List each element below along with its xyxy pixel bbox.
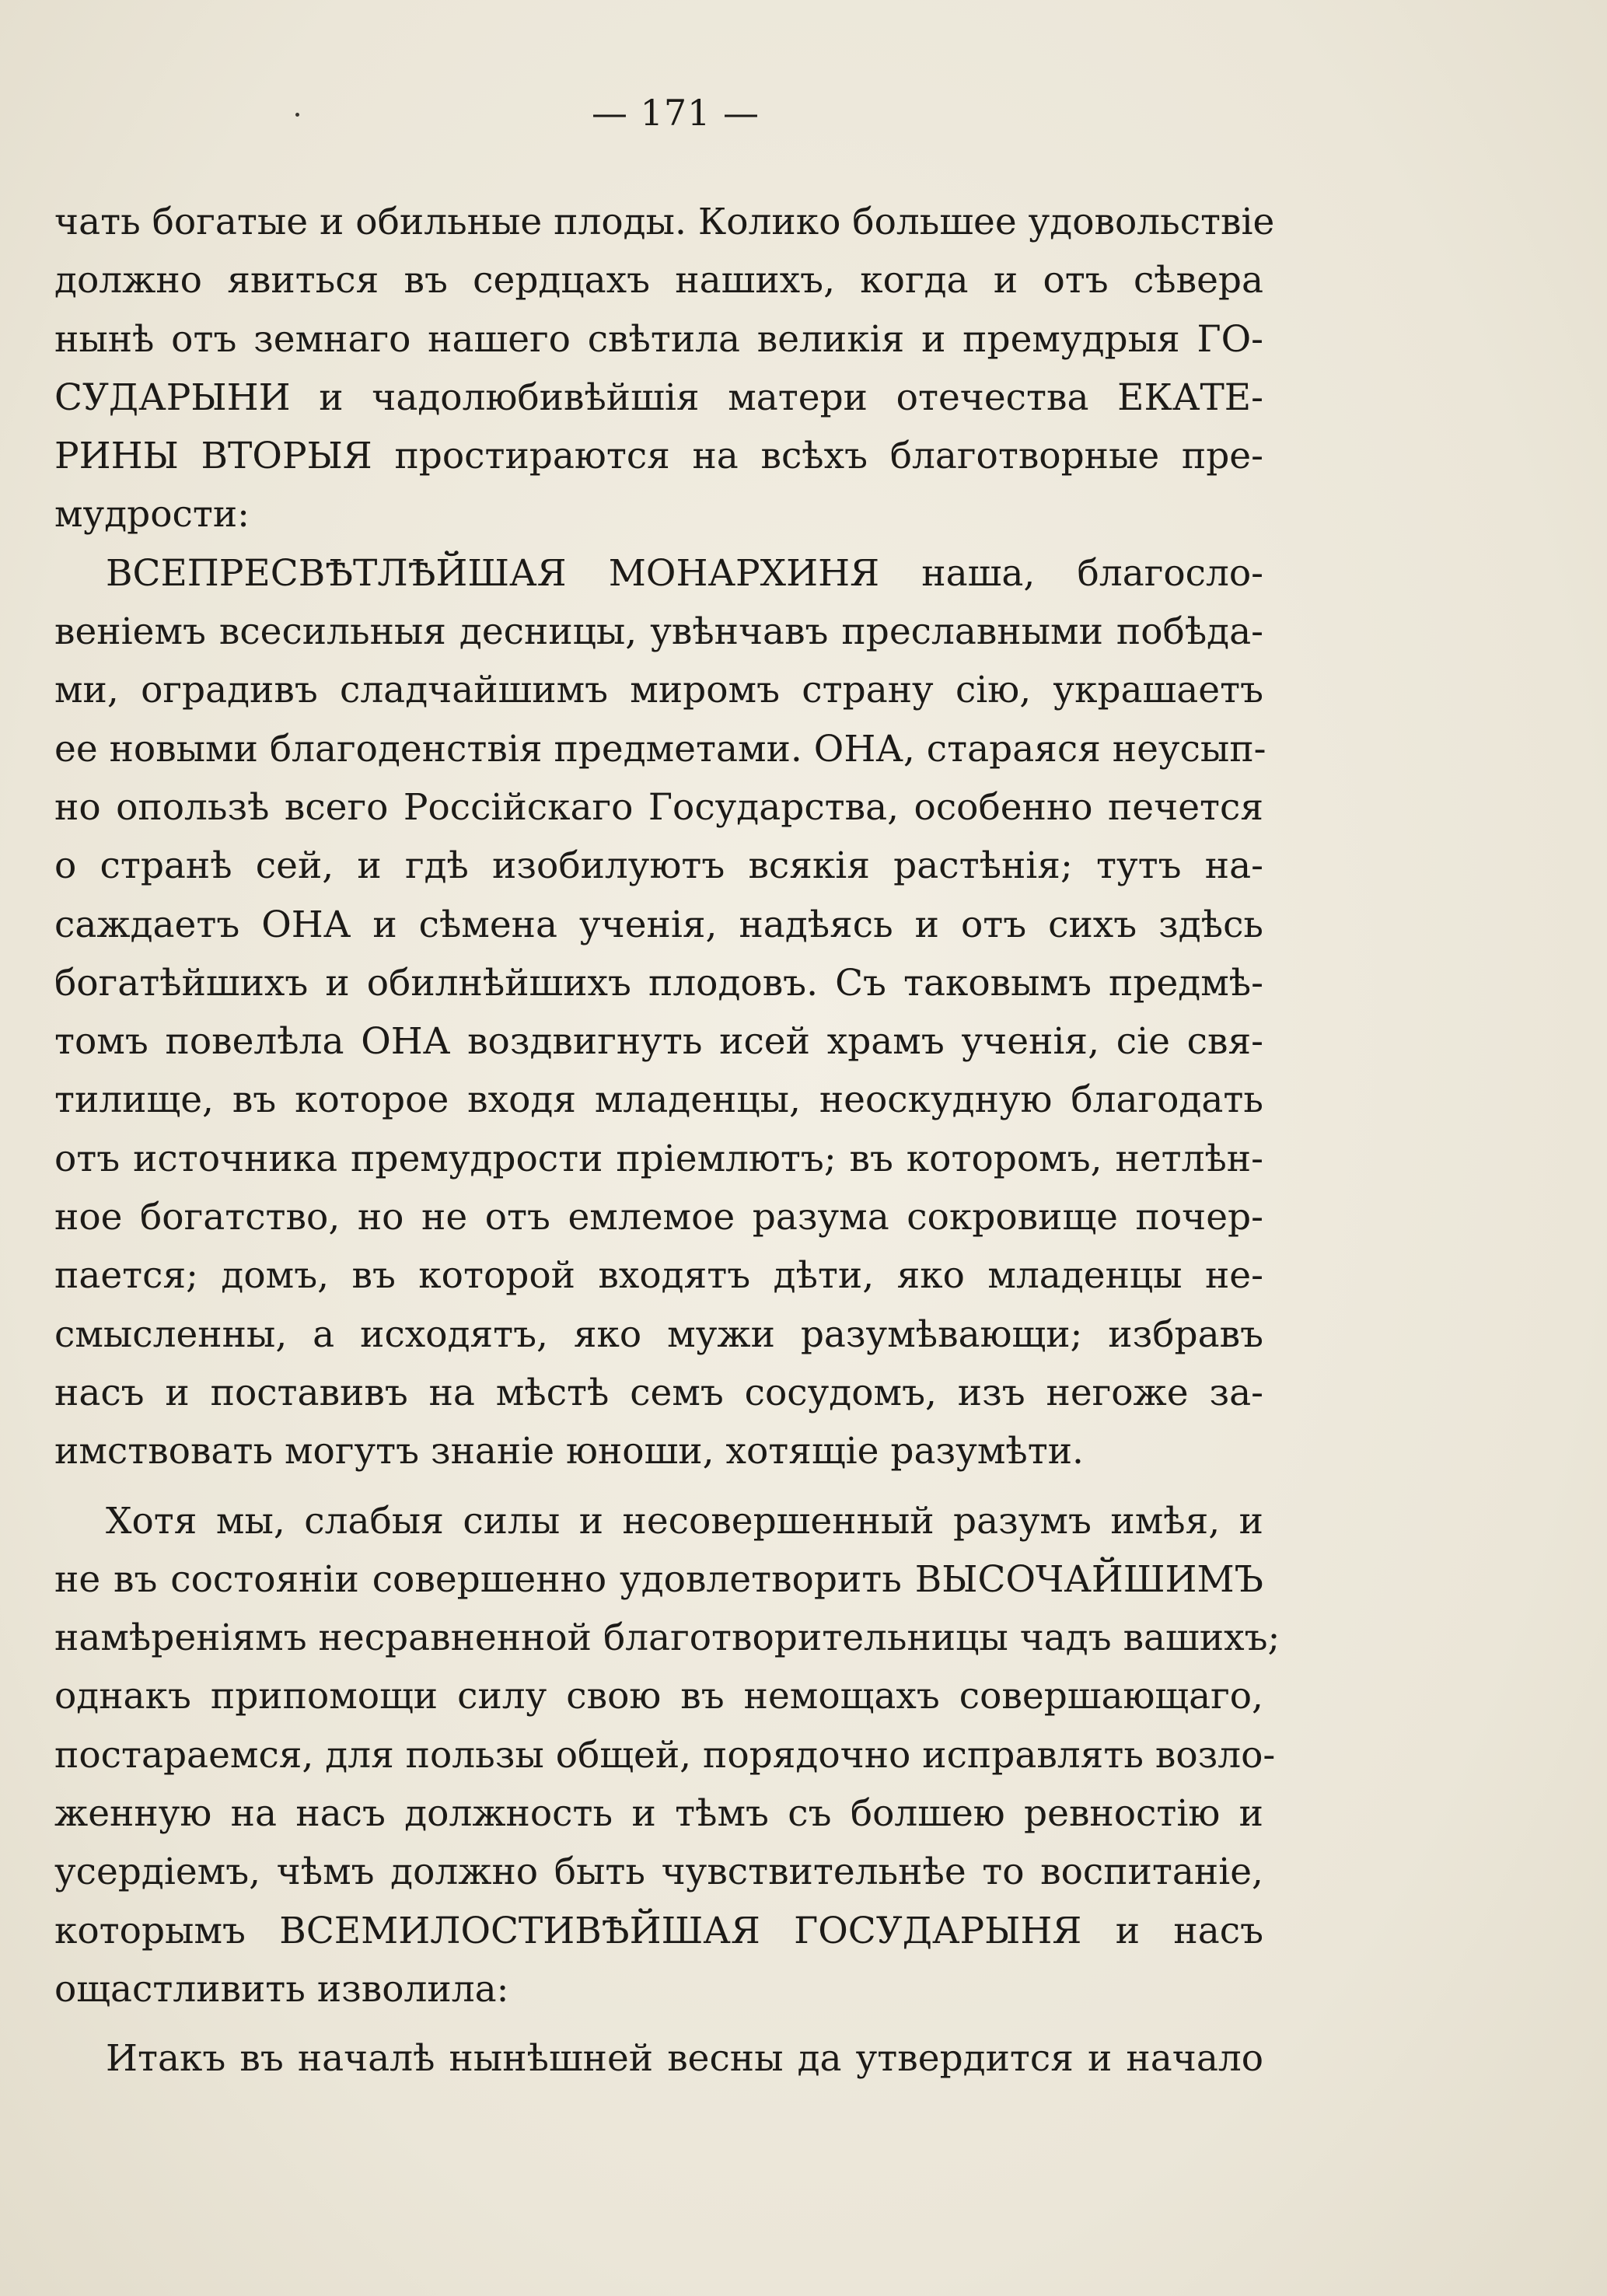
text-line: чать богатые и обильные плоды. Колико большее удовольствіе	[54, 201, 1275, 243]
text-line: усердіемъ, чѣмъ должно быть чувствительнѣе то воспитаніе,	[54, 1850, 1263, 1894]
text-line: РИНЫ ВТОРЫЯ простираются на всѣхъ благотворные пре-	[54, 435, 1263, 478]
text-line: томъ повелѣла ОНА воздвигнуть исей храмъ ученія, сіе свя-	[54, 1020, 1263, 1064]
text-line: ВСЕПРЕСВѢТЛѢЙШАЯ МОНАРХИНЯ наша, благосло-	[106, 551, 1263, 595]
text-line: намѣреніямъ несравненной благотворительницы чадъ вашихъ;	[54, 1616, 1280, 1660]
text-line: о странѣ сей, и гдѣ изобилуютъ всякія растѣнія; тутъ на-	[54, 844, 1263, 888]
text-line: нынѣ отъ земнаго нашего свѣтила великія и премудрыя ГО-	[54, 317, 1263, 361]
paragraph-1	[54, 193, 1275, 544]
text-line: Хотя мы, слабыя силы и несовершенный разумъ имѣя, и	[106, 1499, 1263, 1543]
text-line: богатѣйшихъ и обилнѣйшихъ плодовъ. Съ таковымъ предмѣ-	[54, 961, 1263, 1005]
text-line: ми, оградивъ сладчайшимъ миромъ страну сію, украшаетъ	[54, 669, 1263, 712]
text-line: но опользѣ всего Россійскаго Государства, особенно печется	[54, 785, 1263, 829]
body-text	[54, 193, 1280, 2088]
text-line: не въ состояніи совершенно удовлетворить ВЫСОЧАЙШИМЪ	[54, 1557, 1263, 1601]
text-line: веніемъ всесильныя десницы, увѣнчавъ преславными побѣда-	[54, 610, 1263, 654]
paragraph-4	[54, 2029, 1263, 2088]
text-line: Итакъ въ началѣ нынѣшней весны да утвердится и начало	[106, 2037, 1263, 2081]
text-line: должно явиться въ сердцахъ нашихъ, когда и отъ сѣвера	[54, 259, 1263, 302]
text-line: постараемся, для пользы общей, порядочно исправлять возло-	[54, 1733, 1276, 1777]
text-line: женную на насъ должность и тѣмъ съ болшею ревностію и	[54, 1792, 1263, 1836]
text-line: имствовать могутъ знаніе юноши, хотящіе разумѣти.	[54, 1430, 1084, 1473]
text-line: тилище, въ которое входя младенцы, неоскудную благодать	[54, 1078, 1263, 1122]
paragraph-2	[54, 544, 1266, 1481]
text-line: мудрости:	[54, 493, 250, 536]
paragraph-gap	[54, 2018, 1263, 2029]
page-number: — 171 —	[591, 92, 760, 134]
text-line: саждаетъ ОНА и сѣмена ученія, надѣясь и отъ сихъ здѣсь	[54, 903, 1263, 946]
paragraph-3	[54, 1492, 1280, 2019]
text-line: ощастливить изволила:	[54, 1967, 509, 2011]
text-line: которымъ ВСЕМИЛОСТИВѢЙШАЯ ГОСУДАРЫНЯ и насъ	[54, 1909, 1263, 1952]
text-line: смысленны, а исходятъ, яко мужи разумѣвающи; избравъ	[54, 1312, 1263, 1356]
text-line: однакъ припомощи силу свою въ немощахъ совершающаго,	[54, 1675, 1263, 1718]
text-line: пается; домъ, въ которой входятъ дѣти, яко младенцы не-	[54, 1254, 1263, 1298]
text-line: ное богатство, но не отъ емлемое разума сокровище почер-	[54, 1196, 1263, 1239]
text-line: ее новыми благоденствія предметами. ОНА, стараяся неусып-	[54, 727, 1266, 771]
text-line: отъ источника премудрости пріемлютъ; въ которомъ, нетлѣн-	[54, 1137, 1263, 1180]
text-line: СУДАРЫНИ и чадолюбивѣйшія матери отечества ЕКАТЕ-	[54, 376, 1263, 419]
paragraph-gap	[54, 1481, 1263, 1492]
text-line: насъ и поставивъ на мѣстѣ семъ сосудомъ, изъ негоже за-	[54, 1371, 1263, 1414]
